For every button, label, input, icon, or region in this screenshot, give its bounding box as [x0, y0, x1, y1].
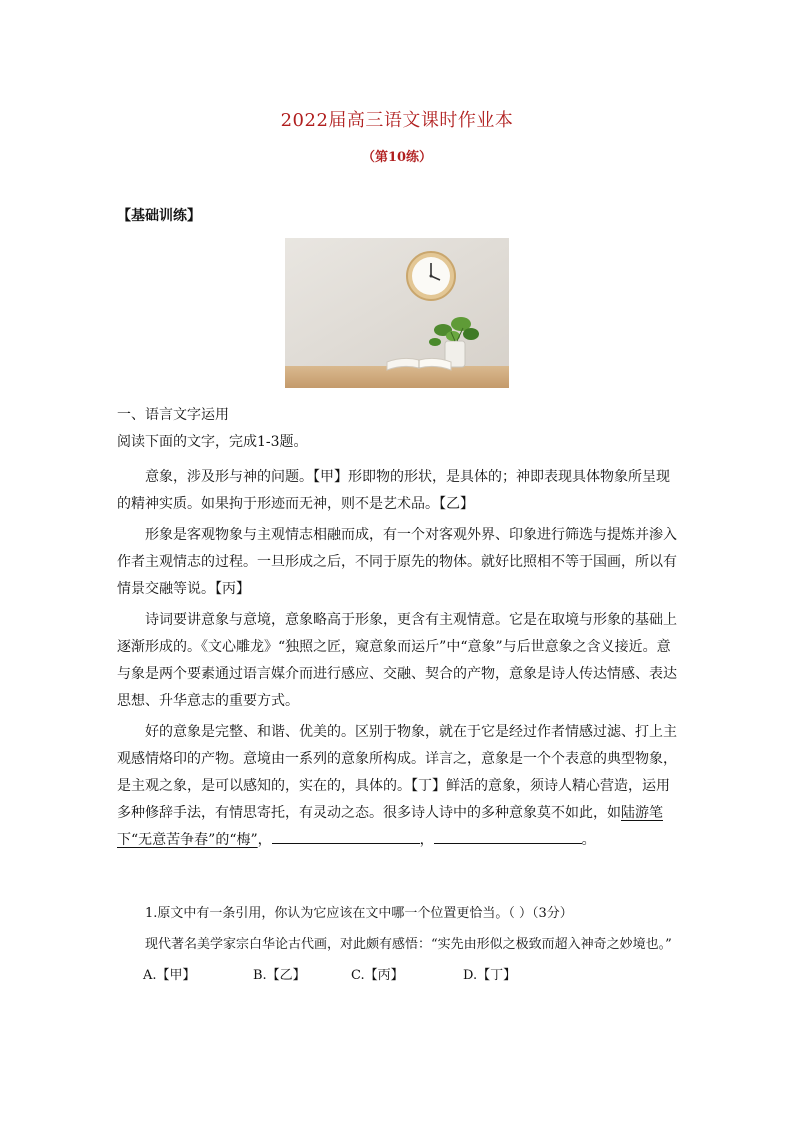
passage-paragraph-3: 诗词要讲意象与意境，意象略高于形象，更含有主观情意。它是在取境与形象的基础上逐渐形成的。《文心雕龙》“独照之匠，窥意象而运斤”中“意象”与后世意象之含义接近。意与象是两个要素通过语言媒介而进行感应、交融、契合的产物，意象是诗人传达情感、表达思想、升华意志的重要方式。: [117, 612, 677, 709]
answer-options: [117, 962, 682, 989]
underlined-example: 陆游笔下“无意苦争春”的“梅”: [117, 805, 663, 848]
option-c[interactable]: C.【丙】: [351, 968, 404, 983]
answer-blank-1[interactable]: [272, 829, 420, 844]
passage-paragraph-1: 意象，涉及形与神的问题。【甲】形即物的形状，是具体的；神即表现具体物象所呈现的精神实质。如果拘于形迹而无神，则不是艺术品。【乙】: [117, 469, 670, 512]
question-1: [117, 900, 682, 989]
option-a[interactable]: A.【甲】: [143, 968, 196, 983]
illustration-photo: [285, 238, 509, 388]
exercise-number: （第10练）: [361, 150, 433, 165]
option-b[interactable]: B.【乙】: [253, 968, 306, 983]
clock-icon: [407, 252, 455, 300]
instruction: 阅读下面的文字，完成1-3题。: [117, 434, 308, 450]
answer-blank-2[interactable]: [434, 829, 582, 844]
section-label: 【基础训练】: [117, 208, 201, 224]
paragraph-4-text: 好的意象是完整、和谐、优美的。区别于物象，就在于它是经过作者情感过滤、打上主观感情烙印的产物。意境由一系列的意象所构成。详言之，意象是一个个表意的典型物象，是主观之象，是可以感知的，实在的，具体的。【丁】鲜活的意象，须诗人精心营造，运用多种修辞手法，有情思寄托，有灵动之态。很多诗人诗中的多种意象莫不如此，如: [117, 724, 677, 821]
clock-plant-book-photo: [285, 238, 509, 388]
question-quote: 现代著名美学家宗白华论古代画，对此颇有感悟：“实先由形似之极致而超入神奇之妙境也。”: [145, 937, 672, 952]
reading-passage: [117, 464, 682, 854]
sentence-end: 。: [581, 832, 596, 848]
part-heading: 一、语言文字运用: [117, 407, 229, 423]
option-d[interactable]: D.【丁】: [463, 968, 517, 983]
passage-paragraph-4: [117, 719, 682, 854]
passage-paragraph-2: 形象是客观物象与主观情志相融而成，有一个对客观外界、印象进行筛选与提炼并渗入作者主观情志的过程。一旦形成之后，不同于原先的物体。就好比照相不等于国画，所以有情景交融等说。【丙】: [117, 527, 677, 597]
separator: ，: [419, 832, 434, 848]
separator: ，: [257, 832, 272, 848]
page-title: 2022届高三语文课时作业本: [280, 110, 514, 131]
part-one: [117, 402, 682, 456]
question-stem: 1.原文中有一条引用，你认为它应该在文中哪一个位置更恰当。（ ）（3分）: [145, 906, 573, 921]
